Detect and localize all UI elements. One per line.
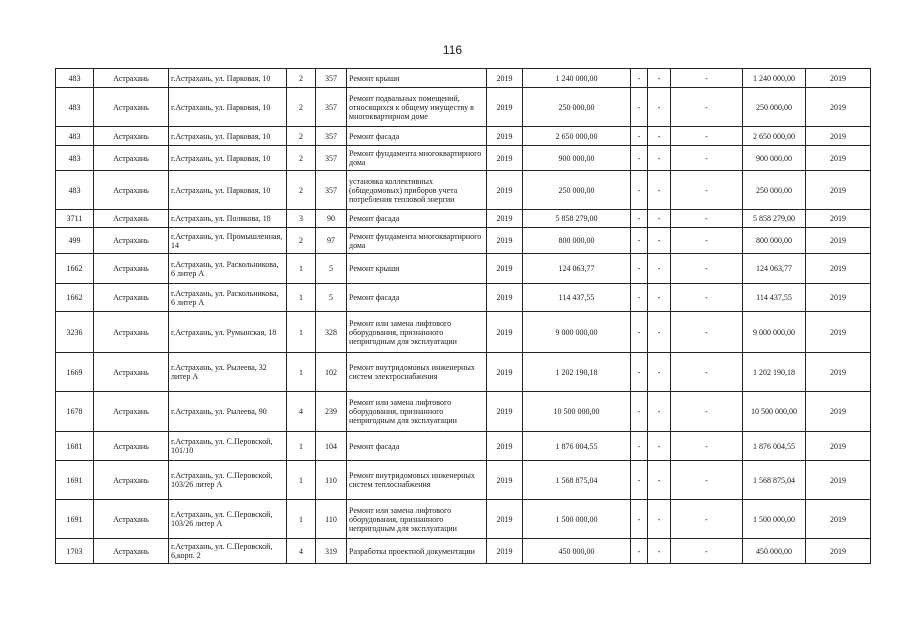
city-cell: Астрахань <box>94 69 169 88</box>
table-row <box>56 210 871 228</box>
work-type-cell: Ремонт фасада <box>347 210 487 228</box>
total-amount-cell: 800 000,00 <box>743 228 806 254</box>
address-cell: г.Астрахань, ул. Парковая, 10 <box>169 69 287 88</box>
table-row <box>56 284 871 312</box>
record-id-cell: 483 <box>56 171 94 210</box>
page-number: 116 <box>442 43 463 57</box>
year-cell: 2019 <box>487 254 523 284</box>
address-cell: г.Астрахань, ул. Румынская, 18 <box>169 312 287 353</box>
plan-year-cell: 2019 <box>806 461 871 500</box>
plan-year-cell: 2019 <box>806 210 871 228</box>
table-row <box>56 312 871 353</box>
total-amount-cell: 250 000,00 <box>743 171 806 210</box>
house-number-cell: 90 <box>316 210 347 228</box>
total-amount-cell: 450 000,00 <box>743 539 806 564</box>
floors-cell: 4 <box>287 539 316 564</box>
dash-3-cell: - <box>671 88 743 127</box>
address-cell: г.Астрахань, ул. Раскольникова, 6 литер А <box>169 254 287 284</box>
work-type-cell: Ремонт подвальных помещений, относящихся к общему имуществу в многоквартирном доме <box>347 88 487 127</box>
dash-2-cell: - <box>648 500 671 539</box>
record-id-cell: 1678 <box>56 392 94 432</box>
house-number-cell: 319 <box>316 539 347 564</box>
house-number-cell: 5 <box>316 284 347 312</box>
table-row <box>56 228 871 254</box>
dash-3-cell: - <box>671 69 743 88</box>
floors-cell: 1 <box>287 254 316 284</box>
address-cell: г.Астрахань, ул. Рылеева, 32 литер А <box>169 353 287 392</box>
table-row <box>56 461 871 500</box>
floors-cell: 3 <box>287 210 316 228</box>
work-type-cell: Ремонт фасада <box>347 284 487 312</box>
plan-year-cell: 2019 <box>806 127 871 146</box>
total-amount-cell: 1 202 190,18 <box>743 353 806 392</box>
total-amount-cell: 1 240 000,00 <box>743 69 806 88</box>
table-row <box>56 171 871 210</box>
address-cell: г.Астрахань, ул. С.Перовской, 103/26 литер А <box>169 500 287 539</box>
dash-3-cell: - <box>671 171 743 210</box>
city-cell: Астрахань <box>94 539 169 564</box>
address-cell: г.Астрахань, ул. Промышленная, 14 <box>169 228 287 254</box>
city-cell: Астрахань <box>94 254 169 284</box>
dash-2-cell: - <box>648 171 671 210</box>
table-row <box>56 88 871 127</box>
dash-2-cell: - <box>648 228 671 254</box>
total-amount-cell: 1 876 004,55 <box>743 432 806 461</box>
address-cell: г.Астрахань, ул. С.Перовской, 6,корп. 2 <box>169 539 287 564</box>
floors-cell: 1 <box>287 500 316 539</box>
table-row <box>56 500 871 539</box>
record-id-cell: 1691 <box>56 500 94 539</box>
dash-3-cell: - <box>671 312 743 353</box>
plan-year-cell: 2019 <box>806 171 871 210</box>
address-cell: г.Астрахань, ул. С.Перовской, 101/10 <box>169 432 287 461</box>
record-id-cell: 1662 <box>56 254 94 284</box>
plan-year-cell: 2019 <box>806 312 871 353</box>
amount-cell: 2 650 000,00 <box>523 127 631 146</box>
work-type-cell: Ремонт фасада <box>347 432 487 461</box>
total-amount-cell: 5 858 279,00 <box>743 210 806 228</box>
table-row <box>56 539 871 564</box>
dash-1-cell: - <box>631 353 648 392</box>
work-type-cell: Ремонт или замена лифтового оборудования, признанного непригодным для эксплуатации <box>347 392 487 432</box>
floors-cell: 2 <box>287 228 316 254</box>
total-amount-cell: 9 000 000,00 <box>743 312 806 353</box>
house-number-cell: 239 <box>316 392 347 432</box>
amount-cell: 450 000,00 <box>523 539 631 564</box>
year-cell: 2019 <box>487 284 523 312</box>
house-number-cell: 357 <box>316 171 347 210</box>
dash-2-cell: - <box>648 312 671 353</box>
address-cell: г.Астрахань, ул. Парковая, 10 <box>169 127 287 146</box>
total-amount-cell: 1 568 875,04 <box>743 461 806 500</box>
dash-2-cell: - <box>648 88 671 127</box>
record-id-cell: 483 <box>56 146 94 171</box>
city-cell: Астрахань <box>94 500 169 539</box>
house-number-cell: 110 <box>316 461 347 500</box>
amount-cell: 800 000,00 <box>523 228 631 254</box>
dash-1-cell: - <box>631 392 648 432</box>
dash-1-cell: - <box>631 69 648 88</box>
amount-cell: 250 000,00 <box>523 88 631 127</box>
dash-3-cell: - <box>671 228 743 254</box>
work-type-cell: Ремонт внутридомовых инженерных систем электроснабжения <box>347 353 487 392</box>
record-id-cell: 1703 <box>56 539 94 564</box>
record-id-cell: 1691 <box>56 461 94 500</box>
dash-2-cell: - <box>648 210 671 228</box>
record-id-cell: 483 <box>56 69 94 88</box>
house-number-cell: 328 <box>316 312 347 353</box>
house-number-cell: 5 <box>316 254 347 284</box>
work-type-cell: Ремонт внутридомовых инженерных систем теплоснабжения <box>347 461 487 500</box>
record-id-cell: 1662 <box>56 284 94 312</box>
year-cell: 2019 <box>487 312 523 353</box>
city-cell: Астрахань <box>94 312 169 353</box>
floors-cell: 1 <box>287 312 316 353</box>
floors-cell: 1 <box>287 353 316 392</box>
work-type-cell: Ремонт крыши <box>347 69 487 88</box>
table-row <box>56 254 871 284</box>
house-number-cell: 110 <box>316 500 347 539</box>
record-id-cell: 1669 <box>56 353 94 392</box>
dash-1-cell: - <box>631 432 648 461</box>
address-cell: г.Астрахань, ул. С.Перовской, 103/26 литер А <box>169 461 287 500</box>
city-cell: Астрахань <box>94 146 169 171</box>
dash-1-cell: - <box>631 210 648 228</box>
house-number-cell: 357 <box>316 88 347 127</box>
amount-cell: 1 240 000,00 <box>523 69 631 88</box>
dash-2-cell: - <box>648 69 671 88</box>
work-type-cell: Ремонт фундамента многоквартирного дома <box>347 228 487 254</box>
dash-1-cell: - <box>631 539 648 564</box>
total-amount-cell: 900 000,00 <box>743 146 806 171</box>
record-id-cell: 1681 <box>56 432 94 461</box>
amount-cell: 1 568 875,04 <box>523 461 631 500</box>
amount-cell: 900 000,00 <box>523 146 631 171</box>
dash-3-cell: - <box>671 353 743 392</box>
house-number-cell: 357 <box>316 69 347 88</box>
dash-2-cell: - <box>648 392 671 432</box>
year-cell: 2019 <box>487 392 523 432</box>
dash-3-cell: - <box>671 432 743 461</box>
year-cell: 2019 <box>487 88 523 127</box>
dash-3-cell: - <box>671 500 743 539</box>
house-number-cell: 357 <box>316 127 347 146</box>
work-type-cell: установка коллективных (общедомовых) приборов учета потребления тепловой энергии <box>347 171 487 210</box>
dash-1-cell: - <box>631 461 648 500</box>
year-cell: 2019 <box>487 127 523 146</box>
work-type-cell: Ремонт фундамента многоквартирного дома <box>347 146 487 171</box>
work-type-cell: Ремонт фасада <box>347 127 487 146</box>
floors-cell: 2 <box>287 88 316 127</box>
amount-cell: 250 000,00 <box>523 171 631 210</box>
floors-cell: 2 <box>287 69 316 88</box>
dash-3-cell: - <box>671 127 743 146</box>
floors-cell: 1 <box>287 432 316 461</box>
table-row <box>56 353 871 392</box>
table-row <box>56 392 871 432</box>
total-amount-cell: 2 650 000,00 <box>743 127 806 146</box>
record-id-cell: 499 <box>56 228 94 254</box>
city-cell: Астрахань <box>94 461 169 500</box>
record-id-cell: 3236 <box>56 312 94 353</box>
total-amount-cell: 1 500 000,00 <box>743 500 806 539</box>
dash-2-cell: - <box>648 461 671 500</box>
dash-2-cell: - <box>648 127 671 146</box>
city-cell: Астрахань <box>94 88 169 127</box>
floors-cell: 1 <box>287 284 316 312</box>
repair-registry-table <box>55 68 871 564</box>
dash-1-cell: - <box>631 127 648 146</box>
year-cell: 2019 <box>487 539 523 564</box>
work-type-cell: Ремонт или замена лифтового оборудования, признанного непригодным для эксплуатации <box>347 500 487 539</box>
plan-year-cell: 2019 <box>806 146 871 171</box>
amount-cell: 10 500 000,00 <box>523 392 631 432</box>
dash-3-cell: - <box>671 210 743 228</box>
dash-1-cell: - <box>631 500 648 539</box>
work-type-cell: Ремонт крыши <box>347 254 487 284</box>
amount-cell: 1 500 000,00 <box>523 500 631 539</box>
dash-1-cell: - <box>631 284 648 312</box>
dash-3-cell: - <box>671 146 743 171</box>
total-amount-cell: 114 437,55 <box>743 284 806 312</box>
year-cell: 2019 <box>487 461 523 500</box>
dash-2-cell: - <box>648 284 671 312</box>
year-cell: 2019 <box>487 171 523 210</box>
city-cell: Астрахань <box>94 353 169 392</box>
amount-cell: 114 437,55 <box>523 284 631 312</box>
dash-3-cell: - <box>671 254 743 284</box>
address-cell: г.Астрахань, ул. Парковая, 10 <box>169 171 287 210</box>
plan-year-cell: 2019 <box>806 539 871 564</box>
house-number-cell: 357 <box>316 146 347 171</box>
dash-2-cell: - <box>648 146 671 171</box>
address-cell: г.Астрахань, ул. Парковая, 10 <box>169 88 287 127</box>
plan-year-cell: 2019 <box>806 88 871 127</box>
city-cell: Астрахань <box>94 432 169 461</box>
dash-3-cell: - <box>671 284 743 312</box>
table-row <box>56 127 871 146</box>
table-row <box>56 432 871 461</box>
city-cell: Астрахань <box>94 392 169 432</box>
city-cell: Астрахань <box>94 210 169 228</box>
year-cell: 2019 <box>487 432 523 461</box>
amount-cell: 124 063,77 <box>523 254 631 284</box>
dash-3-cell: - <box>671 392 743 432</box>
plan-year-cell: 2019 <box>806 254 871 284</box>
record-id-cell: 3711 <box>56 210 94 228</box>
city-cell: Астрахань <box>94 284 169 312</box>
dash-1-cell: - <box>631 88 648 127</box>
plan-year-cell: 2019 <box>806 500 871 539</box>
plan-year-cell: 2019 <box>806 353 871 392</box>
amount-cell: 1 876 004,55 <box>523 432 631 461</box>
city-cell: Астрахань <box>94 171 169 210</box>
floors-cell: 4 <box>287 392 316 432</box>
work-type-cell: Разработка проектной документации <box>347 539 487 564</box>
dash-1-cell: - <box>631 312 648 353</box>
house-number-cell: 97 <box>316 228 347 254</box>
total-amount-cell: 124 063,77 <box>743 254 806 284</box>
house-number-cell: 102 <box>316 353 347 392</box>
year-cell: 2019 <box>487 69 523 88</box>
table-row <box>56 146 871 171</box>
year-cell: 2019 <box>487 500 523 539</box>
dash-2-cell: - <box>648 539 671 564</box>
dash-1-cell: - <box>631 146 648 171</box>
record-id-cell: 483 <box>56 88 94 127</box>
city-cell: Астрахань <box>94 228 169 254</box>
dash-2-cell: - <box>648 432 671 461</box>
dash-2-cell: - <box>648 353 671 392</box>
floors-cell: 2 <box>287 127 316 146</box>
address-cell: г.Астрахань, ул. Рылеева, 90 <box>169 392 287 432</box>
dash-1-cell: - <box>631 254 648 284</box>
year-cell: 2019 <box>487 228 523 254</box>
amount-cell: 9 000 000,00 <box>523 312 631 353</box>
plan-year-cell: 2019 <box>806 432 871 461</box>
plan-year-cell: 2019 <box>806 228 871 254</box>
address-cell: г.Астрахань, ул. Парковая, 10 <box>169 146 287 171</box>
year-cell: 2019 <box>487 146 523 171</box>
address-cell: г.Астрахань, ул. Раскольникова, 6 литер А <box>169 284 287 312</box>
plan-year-cell: 2019 <box>806 284 871 312</box>
record-id-cell: 483 <box>56 127 94 146</box>
work-type-cell: Ремонт или замена лифтового оборудования, признанного непригодным для эксплуатации <box>347 312 487 353</box>
year-cell: 2019 <box>487 210 523 228</box>
floors-cell: 2 <box>287 146 316 171</box>
year-cell: 2019 <box>487 353 523 392</box>
plan-year-cell: 2019 <box>806 392 871 432</box>
plan-year-cell: 2019 <box>806 69 871 88</box>
dash-3-cell: - <box>671 539 743 564</box>
dash-1-cell: - <box>631 228 648 254</box>
amount-cell: 5 858 279,00 <box>523 210 631 228</box>
dash-1-cell: - <box>631 171 648 210</box>
table-row <box>56 69 871 88</box>
city-cell: Астрахань <box>94 127 169 146</box>
total-amount-cell: 250 000,00 <box>743 88 806 127</box>
dash-2-cell: - <box>648 254 671 284</box>
floors-cell: 1 <box>287 461 316 500</box>
amount-cell: 1 202 190,18 <box>523 353 631 392</box>
total-amount-cell: 10 500 000,00 <box>743 392 806 432</box>
dash-3-cell: - <box>671 461 743 500</box>
address-cell: г.Астрахань, ул. Полякова, 18 <box>169 210 287 228</box>
floors-cell: 2 <box>287 171 316 210</box>
house-number-cell: 104 <box>316 432 347 461</box>
